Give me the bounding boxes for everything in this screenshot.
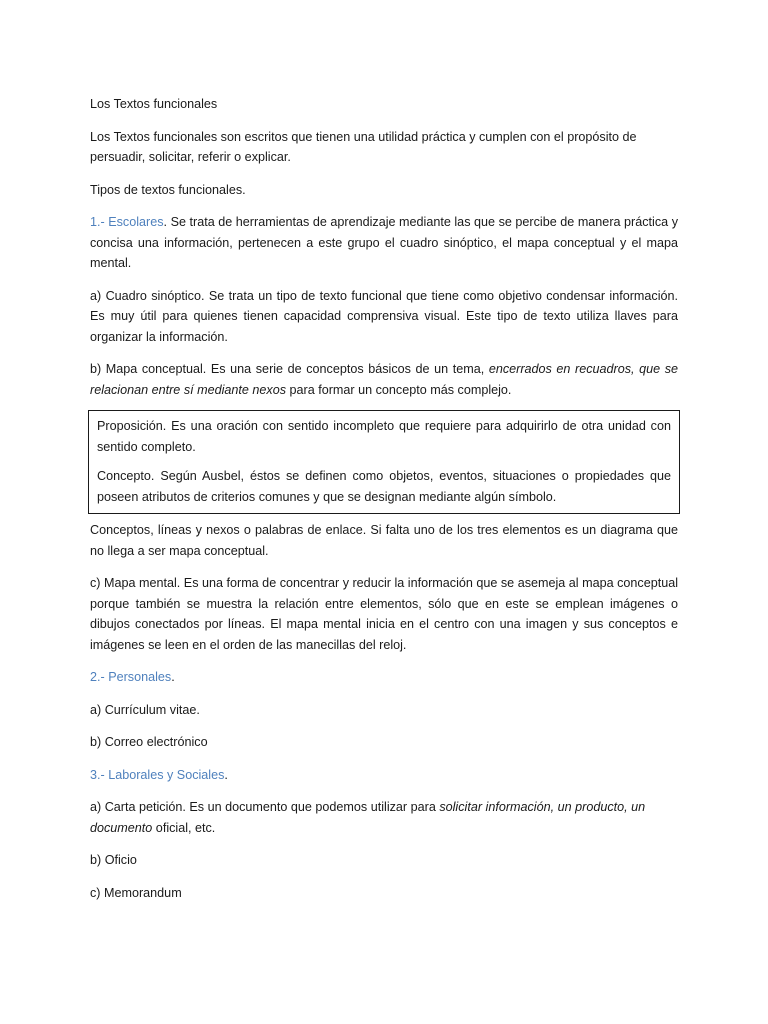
definition-box	[88, 410, 680, 514]
section-3-heading: 3.- Laborales y Sociales	[90, 767, 225, 782]
cuadro-sinoptico-paragraph: a) Cuadro sinóptico. Se trata un tipo de texto funcional que tiene como objetivo condensar información. Es muy útil para quienes tienen capacidad comprensiva visual. Este tipo de texto utiliza llaves para organizar la información.	[90, 288, 678, 344]
section-3-period: .	[224, 767, 228, 782]
carta-peticion-end: oficial, etc.	[152, 820, 216, 835]
section-2-paragraph	[90, 667, 678, 688]
section-1-text: . Se trata de herramientas de aprendizaje mediante las que se percibe de manera práctica y concisa una información, pertenecen a este grupo el cuadro sinóptico, el mapa conceptual y el mapa mental.	[90, 215, 678, 270]
correo-item: b) Correo electrónico	[90, 735, 208, 749]
proposicion-paragraph: Proposición. Es una oración con sentido incompleto que requiere para adquirirlo de otra unidad con sentido completo.	[97, 419, 671, 454]
oficio-item: b) Oficio	[90, 853, 137, 867]
section-1-heading: 1.- Escolares	[90, 215, 164, 229]
intro-paragraph: Los Textos funcionales son escritos que tienen una utilidad práctica y cumplen con el propósito de persuadir, solicitar, referir o explicar.	[90, 129, 637, 164]
conceptos-lineas-paragraph: Conceptos, líneas y nexos o palabras de enlace. Si falta uno de los tres elementos es un diagrama que no llega a ser mapa conceptual.	[90, 523, 678, 558]
section-1-paragraph	[90, 212, 678, 274]
section-2-heading: 2.- Personales	[90, 670, 172, 684]
section-3-paragraph	[90, 765, 678, 786]
memorandum-item: c) Memorandum	[90, 885, 182, 900]
curriculum-item: a) Currículum vitae.	[90, 702, 200, 717]
mapa-mental-paragraph: c) Mapa mental. Es una forma de concentrar y reducir la información que se asemeja al mapa conceptual porque también se muestra la relación entre elementos, sólo que en este se emplean imágenes o dibujos conectados por líneas. El mapa mental inicia en el centro con una imagen y sus conceptos e imágenes se leen en el orden de las manecillas del reloj.	[90, 576, 679, 652]
mapa-conceptual-paragraph	[90, 359, 678, 400]
carta-peticion-italic: solicitar información, un producto, un documento	[90, 800, 646, 835]
mapa-conceptual-end: para formar un concepto más complejo.	[286, 382, 512, 397]
carta-peticion-paragraph	[90, 797, 678, 838]
mapa-conceptual-start: b) Mapa conceptual. Es una serie de conceptos básicos de un tema,	[90, 362, 489, 376]
mapa-conceptual-italic: encerrados en recuadros, que se relacionan entre sí mediante nexos	[90, 362, 678, 397]
concepto-paragraph: Concepto. Según Ausbel, éstos se definen como objetos, eventos, situaciones o propiedades que poseen atributos de criterios comunes y que se designan mediante algún símbolo.	[97, 469, 671, 504]
section-2-period: .	[171, 670, 175, 684]
document-title: Los Textos funcionales	[90, 97, 218, 111]
types-heading: Tipos de textos funcionales.	[90, 182, 246, 197]
carta-peticion-start: a) Carta petición. Es un documento que podemos utilizar para	[90, 800, 440, 814]
